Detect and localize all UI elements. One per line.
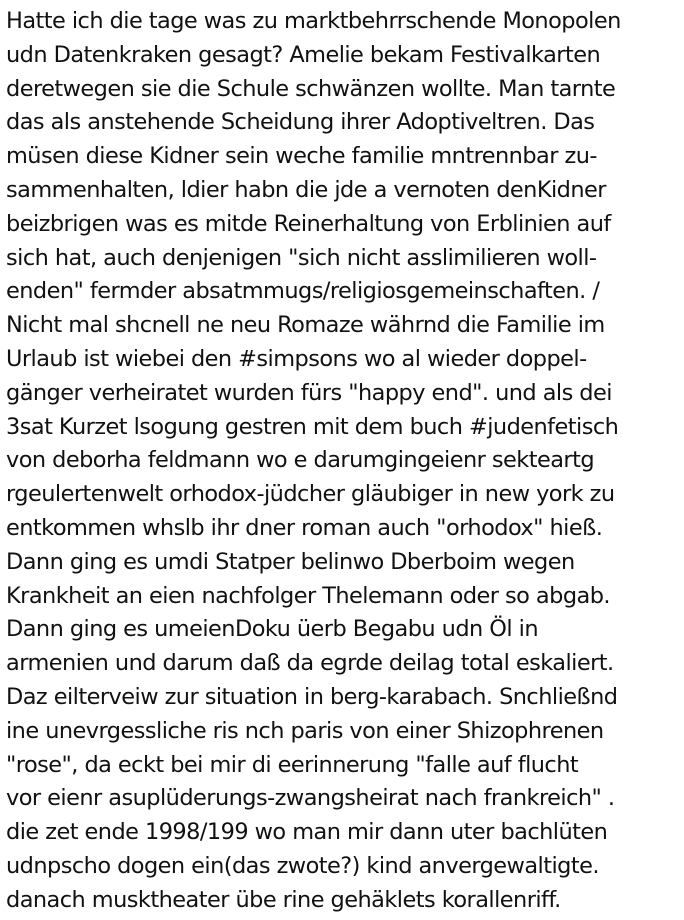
text-line: entkommen whslb ihr dner roman auch "orhodox" hieß. [6,514,603,541]
text-line: Hatte ich die tage was zu marktbehrrschende Monopolen [6,8,621,34]
text-line: rgeulertenwelt orhodox-jüdcher gläubiger in new york zu [6,481,615,508]
text-line: Urlaub ist wiebei den #simpsons wo al wieder doppel- [6,345,587,372]
text-line: müsen diese Kidner sein weche familie mntrennbar zu- [6,143,597,170]
text-line: Daz eilterveiw zur situation in berg-karabach. Snchließnd [6,683,618,710]
text-line: das als anstehende Scheidung ihrer Adoptiveltren. Das [6,109,595,136]
text-line: armenien und darum daß da egrde deilag total eskaliert. [6,650,614,677]
text-line: sich hat, auch denjenigen "sich nicht asslimilieren woll- [6,244,597,271]
text-line: die zet ende 1998/199 wo man mir dann uter bachlüten [6,819,608,846]
text-block [6,5,682,918]
text-line: vor eienr asuplüderungs-zwangsheirat nach frankreich" . [6,785,615,812]
text-line: beizbrigen was es mitde Reinerhaltung von Erblinien auf [6,210,611,237]
text-line: Nicht mal shcnell ne neu Romaze währnd die Familie im [6,312,605,339]
text-line: gänger verheiratet wurden fürs "happy end". und als dei [6,379,612,406]
text-line: udnpscho dogen ein(das zwote?) kind anvergewaltigte. [6,852,599,879]
text-line: Krankheit an eien nachfolger Thelemann oder so abgab. [6,582,611,609]
text-line: Dann ging es umdi Statper belinwo Dberboim wegen [6,548,575,575]
text-line: von deborha feldmann wo e darumgingeienr sekteartg [6,447,595,474]
text-line: "rose", da eckt bei mir di eerinnerung "falle auf flucht [6,751,579,778]
text-line: udn Datenkraken gesagt? Amelie bekam Festivalkarten [6,41,601,68]
text-line: danach musktheater übe rine gehäklets korallenriff. [6,886,561,913]
text-line: sammenhalten, ldier habn die jde a vernoten denKidner [6,176,606,203]
text-line: enden" fermder absatmmugs/religiosgemeinschaften. / [6,278,600,305]
text-line: deretwegen sie die Schule schwänzen wollte. Man tarnte [6,75,616,102]
text-line: ine unevrgessliche ris nch paris von einer Shizophrenen [6,717,604,744]
text-line: 3sat Kurzet lsogung gestren mit dem buch #judenfetisch [6,413,619,440]
text-line: Dann ging es umeienDoku üerb Begabu udn Öl in [6,616,539,643]
